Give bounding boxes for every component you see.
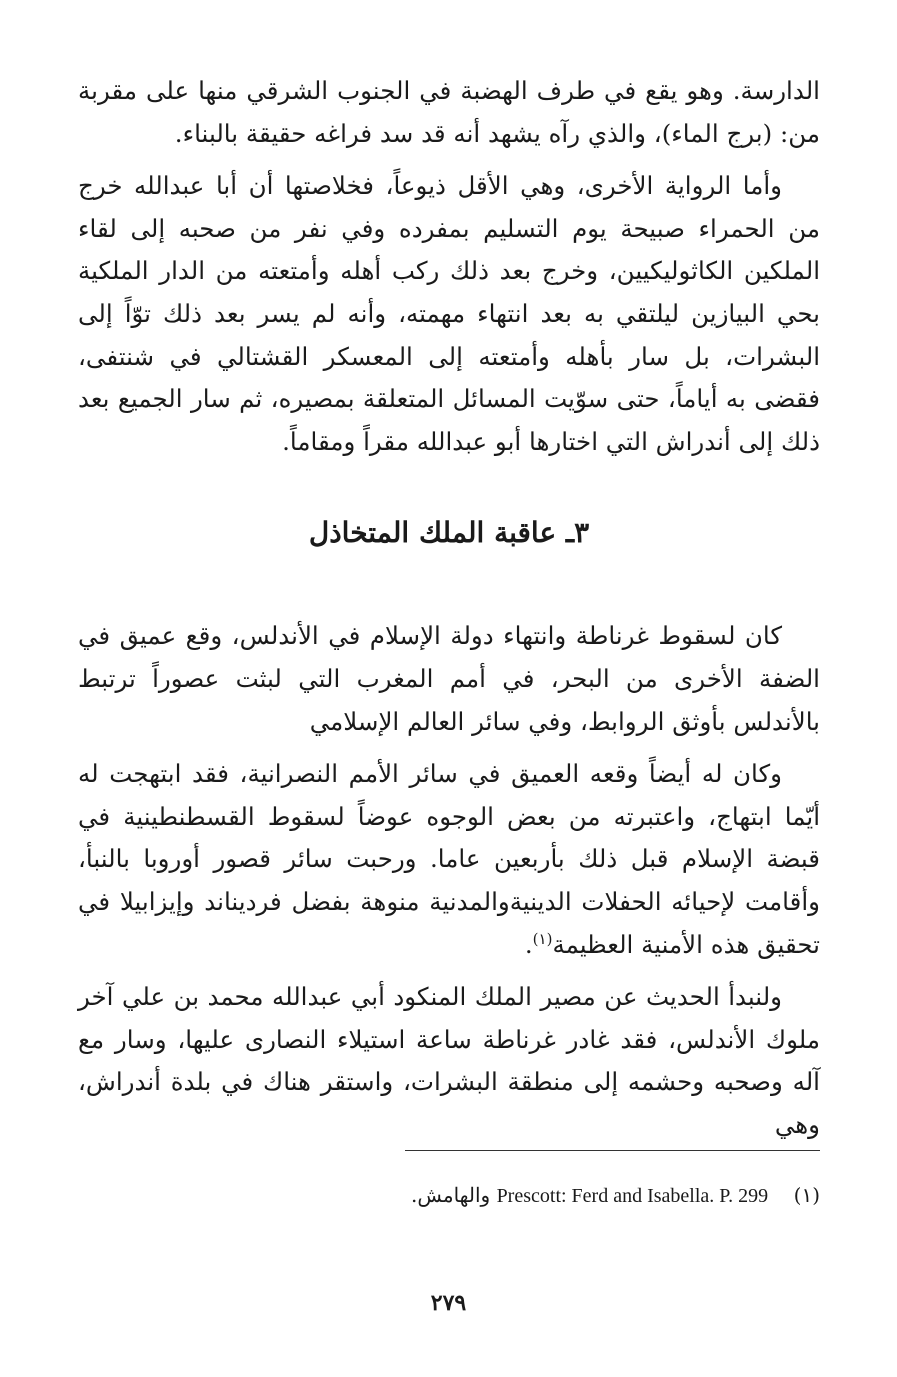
section-heading: ٣ـ عاقبة الملك المتخاذل [308, 516, 590, 550]
footnote-number: (١) [793, 1183, 820, 1207]
footnote [78, 1180, 820, 1211]
footnote-reference[interactable]: (١) [532, 929, 553, 948]
paragraph-christian-reaction [78, 753, 820, 966]
footnote-suffix: والهامش. [411, 1183, 491, 1207]
paragraph-other-narrative: وأما الرواية الأخرى، وهي الأقل ذيوعاً، فخلاصتها أن أبا عبدالله خرج من الحمراء صبيحة يوم التسليم بمفرده وفي نفر من صحبه إلى لقاء الملكين الكاثوليكيين، وخرج بعد ذلك ركب أهله وأمتعته من الدار الملكية بحي البيازين ليلتقي به بعد انتهاء مهمته، وأنه لم يسر بعد ذلك توّاً إلى البشرات، بل سار بأهله وأمتعته إلى المعسكر القشتالي في شنتفى، فقضى به أياماً، حتى سوّيت المسائل المتعلقة بمصيره، ثم سار الجميع بعد ذلك إلى أندراش التي اختارها أبو عبدالله مقراً ومقاماً. [78, 171, 820, 456]
paragraph-continuation: الدارسة. وهو يقع في طرف الهضبة في الجنوب الشرقي منها على مقربة من: (برج الماء)، والذي رآه يشهد أنه قد سد فراغه حقيقة بالبناء. [78, 76, 820, 148]
paragraph-text: وكان له أيضاً وقعه العميق في سائر الأمم النصرانية، فقد ابتهجت له أيّما ابتهاج، واعتبرته من بعض الوجوه عوضاً لسقوط القسطنطينية في قبضة الإسلام قبل ذلك بأربعين عاما. ورحبت سائر قصور أوروبا بالنبأ، وأقامت لإحيائه الحفلات الدينيةوالمدنية منوهة بفضل فرديناند وإيزابيلا في تحقيق هذه الأمنية العظيمة [78, 759, 820, 959]
page-number: ٢٧٩ [430, 1290, 467, 1316]
footnote-source: Prescott: Ferd and Isabella. P. 299 [496, 1185, 769, 1207]
footnote-divider [405, 1150, 820, 1151]
paragraph-fall-impact: كان لسقوط غرناطة وانتهاء دولة الإسلام في الأندلس، وقع عميق في الضفة الأخرى من البحر، في أمم المغرب التي لبثت عصوراً ترتبط بالأندلس بأوثق الروابط، وفي سائر العالم الإسلامي [78, 621, 820, 736]
paragraph-king-fate: ولنبدأ الحديث عن مصير الملك المنكود أبي عبدالله محمد بن علي آخر ملوك الأندلس، فقد غادر غرناطة ساعة استيلاء النصارى عليها، وسار مع آله وصحبه وحشمه إلى منطقة البشرات، واستقر هناك في بلدة أندراش، وهي [78, 982, 820, 1139]
page-body [78, 70, 820, 1156]
paragraph-end-mark: . [524, 929, 533, 959]
